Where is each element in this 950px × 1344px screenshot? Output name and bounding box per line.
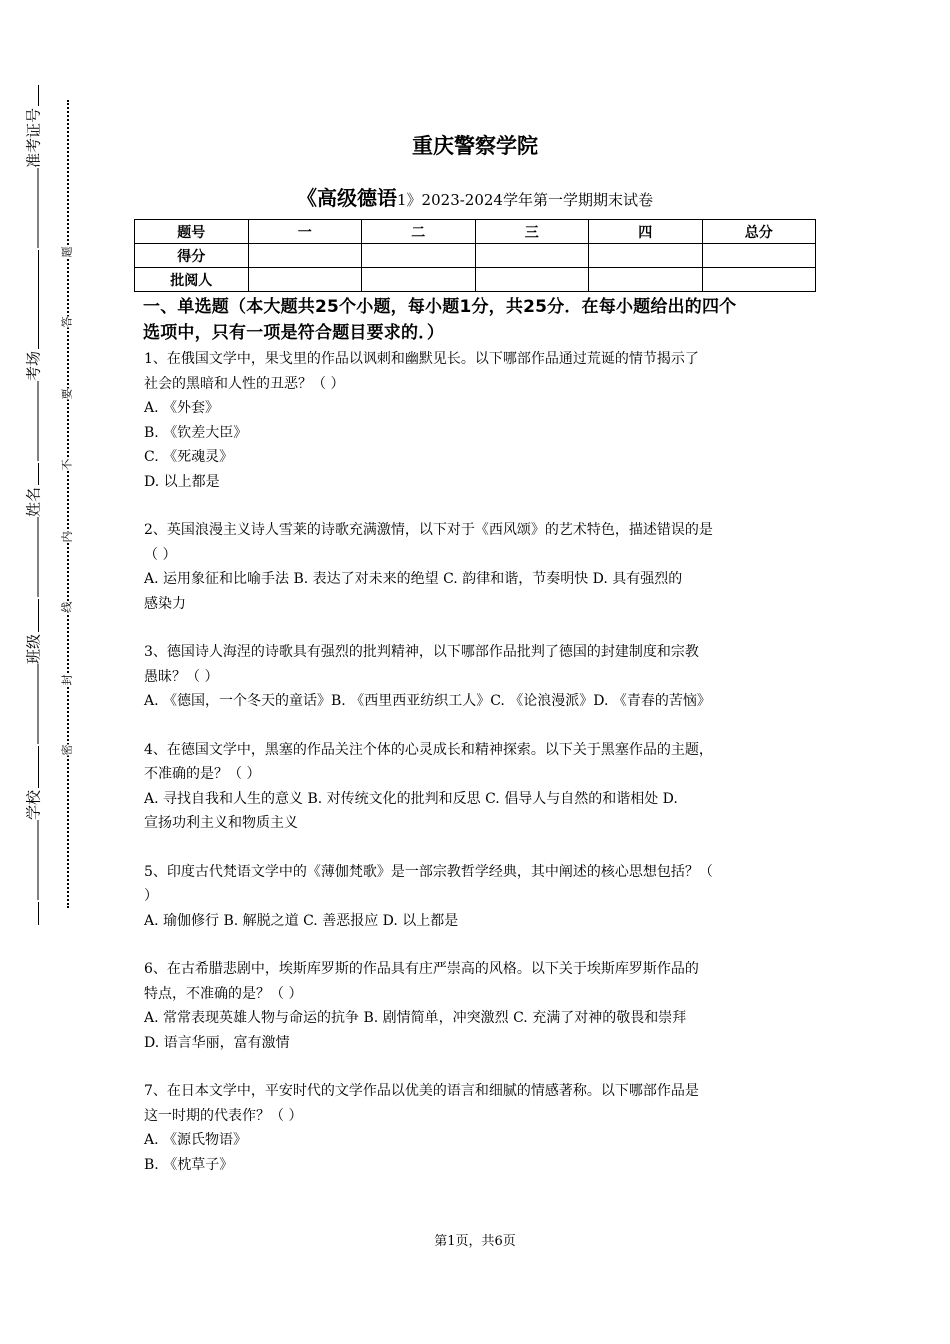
answer-option: D. 语言华丽，富有激情 xyxy=(144,1034,290,1051)
score-cell xyxy=(702,268,816,292)
score-cell xyxy=(475,268,589,292)
score-header-cell: 二 xyxy=(362,220,476,244)
school-name: 重庆警察学院 xyxy=(412,134,538,158)
question-text: 5、印度古代梵语文学中的《薄伽梵歌》是一部宗教哲学经典，其中阐述的核心思想包括？（ xyxy=(144,863,713,880)
answer-option: C. 《死魂灵》 xyxy=(144,449,234,465)
answer-option: A. 瑜伽修行 B. 解脱之道 C. 善恶报应 D. 以上都是 xyxy=(144,912,459,929)
answer-option: B. 《钦差大臣》 xyxy=(144,424,248,441)
binding-field-class xyxy=(23,632,44,746)
question-section xyxy=(144,294,816,1201)
question-text: 4、在德国文学中，黑塞的作品关注个体的心灵成长和精神探索。以下关于黑塞作品的主题， xyxy=(144,741,713,758)
binding-label: 班级 xyxy=(24,633,43,665)
answer-option: 宣扬功利主义和物质主义 xyxy=(144,815,298,831)
binding-label: 考场 xyxy=(24,350,43,382)
answer-option: A. 《德国，一个冬天的童话》B. 《西里西亚纺织工人》C. 《论浪漫派》D. 《青春的苦恼》 xyxy=(144,693,711,709)
question-text: 这一时期的代表作？（ ） xyxy=(144,1107,303,1124)
binding-label: 学校 xyxy=(24,789,43,821)
answer-option: A. 运用象征和比喻手法 B. 表达了对未来的绝望 C. 韵律和谐，节奏明快 D. 具有强烈的 xyxy=(144,571,683,587)
question-text: 不准确的是？（ ） xyxy=(144,766,261,782)
answer-option: D. 以上都是 xyxy=(144,473,220,490)
question-text: 3、德国诗人海涅的诗歌具有强烈的批判精神，以下哪部作品批判了德国的封建制度和宗教 xyxy=(144,644,699,660)
question-item xyxy=(144,738,816,836)
question-text: （ ） xyxy=(144,546,177,563)
question-item xyxy=(144,640,816,714)
question-text: ） xyxy=(144,888,158,904)
term-title: 1》2023-2024学年第一学期期末试卷 xyxy=(397,191,653,209)
score-cell xyxy=(589,244,703,268)
question-item xyxy=(144,518,816,616)
question-item xyxy=(144,1079,816,1177)
answer-option: B. 《枕草子》 xyxy=(144,1156,234,1173)
question-item xyxy=(144,860,816,934)
binding-blank xyxy=(38,381,39,461)
answer-option: A. 《外套》 xyxy=(144,400,220,416)
binding-field-name xyxy=(23,485,44,599)
score-table-row xyxy=(135,268,816,292)
section-heading xyxy=(143,294,816,346)
course-title: 《高级德语 xyxy=(297,186,398,210)
score-cell xyxy=(248,244,362,268)
binding-label: 准考证号 xyxy=(24,107,43,169)
score-header-cell: 题号 xyxy=(135,220,249,244)
question-item xyxy=(144,957,816,1055)
question-text: 2、英国浪漫主义诗人雪莱的诗歌充满激情，以下对于《西风颂》的艺术特色，描述错误的是 xyxy=(144,522,713,538)
binding-blank xyxy=(38,664,39,744)
exam-title xyxy=(0,182,950,211)
seal-char: 不 xyxy=(60,459,74,471)
score-header-cell: 总分 xyxy=(702,220,816,244)
answer-option: A. 常常表现英雄人物与命运的抗争 B. 剧情简单，冲突激烈 C. 充满了对神的敬畏和崇拜 xyxy=(144,1010,687,1026)
score-cell xyxy=(248,268,362,292)
score-cell xyxy=(702,244,816,268)
score-header-cell: 三 xyxy=(475,220,589,244)
binding-blank xyxy=(38,820,39,900)
answer-option: A. 《源氏物语》 xyxy=(144,1132,248,1148)
seal-dotted-line xyxy=(67,100,69,908)
seal-char: 封 xyxy=(60,674,74,686)
seal-char: 答 xyxy=(60,316,74,328)
section-heading-line: 选项中，只有一项是符合题目要求的．） xyxy=(143,323,445,343)
question-text: 6、在古希腊悲剧中，埃斯库罗斯的作品具有庄严崇高的风格。以下关于埃斯库罗斯作品的 xyxy=(144,961,699,977)
binding-field-school xyxy=(23,788,44,902)
seal-char: 密 xyxy=(60,744,74,756)
binding-blank xyxy=(38,517,39,597)
score-cell xyxy=(362,268,476,292)
question-text: 1、在俄国文学中，果戈里的作品以讽刺和幽默见长。以下哪部作品通过荒诞的情节揭示了 xyxy=(144,351,699,367)
binding-label: 姓名 xyxy=(24,486,43,518)
score-table-row xyxy=(135,244,816,268)
question-text: 特点，不准确的是？（ ） xyxy=(144,985,303,1002)
page-number: 第1页，共6页 xyxy=(434,1234,516,1249)
answer-option: A. 寻找自我和人生的意义 B. 对传统文化的批判和反思 C. 倡导人与自然的和谐相处 D. xyxy=(144,790,678,807)
question-text: 7、在日本文学中，平安时代的文学作品以优美的语言和细腻的情感著称。以下哪部作品是 xyxy=(144,1083,699,1099)
seal-char: 题 xyxy=(60,246,74,258)
question-item xyxy=(144,347,816,494)
score-cell xyxy=(589,268,703,292)
seal-char: 要 xyxy=(60,388,74,400)
score-table xyxy=(134,219,816,292)
question-list xyxy=(144,347,816,1177)
score-row-label: 得分 xyxy=(135,244,249,268)
answer-option: 感染力 xyxy=(144,595,186,612)
question-text: 愚昧？（ ） xyxy=(144,668,219,685)
binding-field-exam-room xyxy=(23,349,44,463)
seal-char: 线 xyxy=(60,601,74,613)
score-table-header-row xyxy=(135,220,816,244)
score-row-label: 批阅人 xyxy=(135,268,249,292)
score-cell xyxy=(362,244,476,268)
section-heading-line: 一、单选题（本大题共25个小题，每小题1分，共25分．在每小题给出的四个 xyxy=(143,297,737,317)
score-header-cell: 一 xyxy=(248,220,362,244)
score-header-cell: 四 xyxy=(589,220,703,244)
seal-char: 内 xyxy=(60,531,74,543)
score-cell xyxy=(475,244,589,268)
question-text: 社会的黑暗和人性的丑恶？（ ） xyxy=(144,375,345,392)
binding-field-exam-number xyxy=(23,106,44,250)
